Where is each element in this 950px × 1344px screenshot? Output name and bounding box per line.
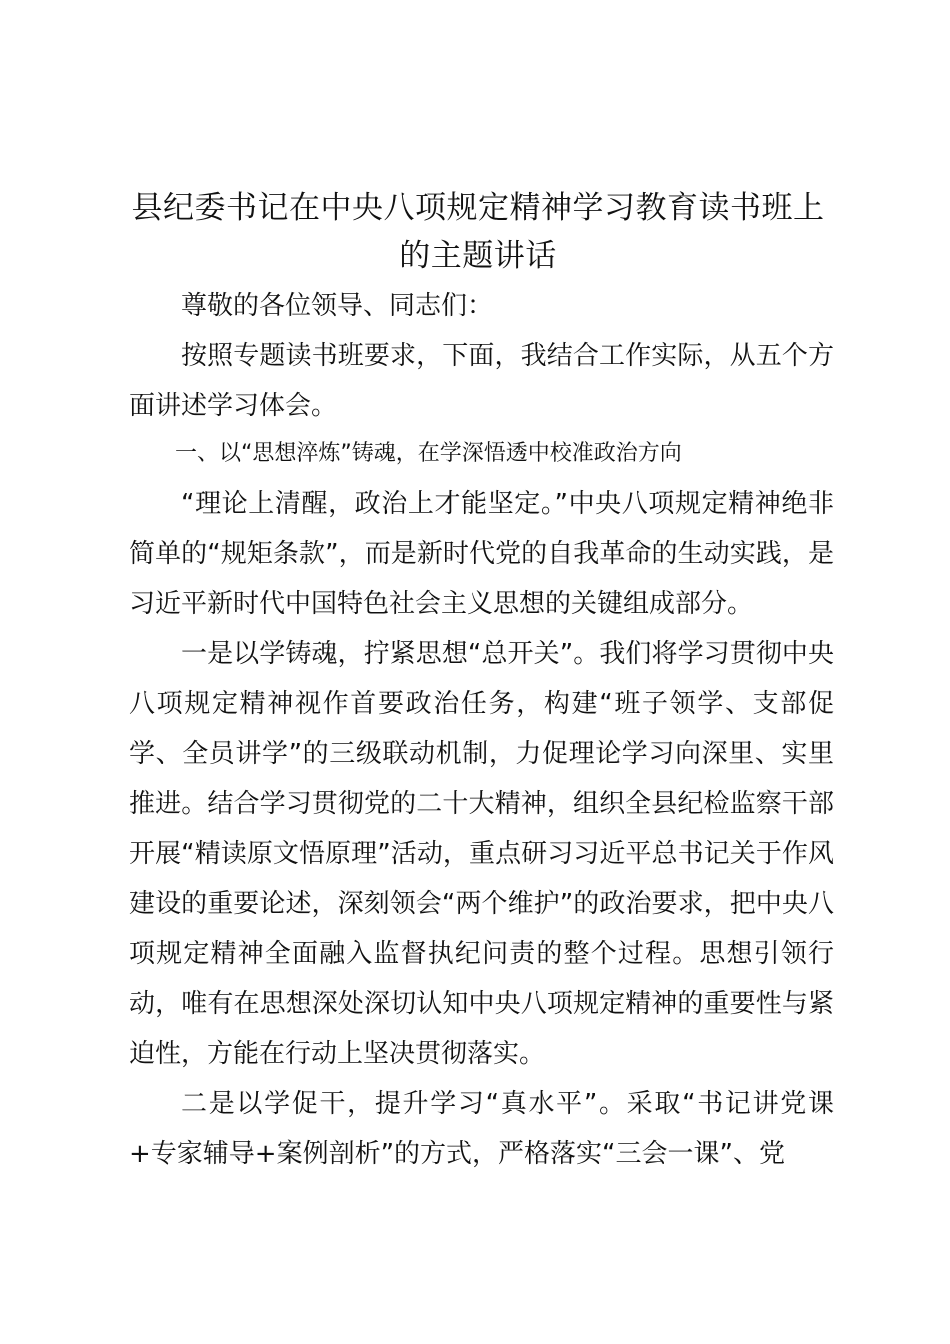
document-title: 县纪委书记在中央八项规定精神学习教育读书班上的主题讲话 [131,190,825,274]
paragraph-intro: 按照专题读书班要求，下面，我结合工作实际，从五个方面讲述学习体会。 [129,341,834,421]
paragraph-point-2: 二是以学促干，提升学习“真水平”。采取“书记讲党课+专家辅导+案例剖析”的方式，严格落实“三会一课”、党 [129,1089,834,1169]
paragraph-point-1: 一是以学铸魂，拧紧思想“总开关”。我们将学习贯彻中央八项规定精神视作首要政治任务，构建“班子领学、支部促学、全员讲学”的三级联动机制，力促理论学习向深里、实里推进。结合学习贯彻党的二十大精神，组织全县纪检监察干部开展“精读原文悟原理”活动，重点研习习近平总书记关于作风建设的重要论述，深刻领会“两个维护”的政治要求，把中央八项规定精神全面融入监督执纪问责的整个过程。思想引领行动，唯有在思想深处深切认知中央八项规定精神的重要性与紧迫性，方能在行动上坚决贯彻落实。 [129,639,834,1069]
section-heading-1: 一、以“思想淬炼”铸魂，在学深悟透中校准政治方向 [175,441,682,466]
salutation: 尊敬的各位领导、同志们： [181,291,494,321]
paragraph-theory: “理论上清醒，政治上才能坚定。”中央八项规定精神绝非简单的“规矩条款”，而是新时代党的自我革命的生动实践，是习近平新时代中国特色社会主义思想的关键组成部分。 [129,489,834,619]
